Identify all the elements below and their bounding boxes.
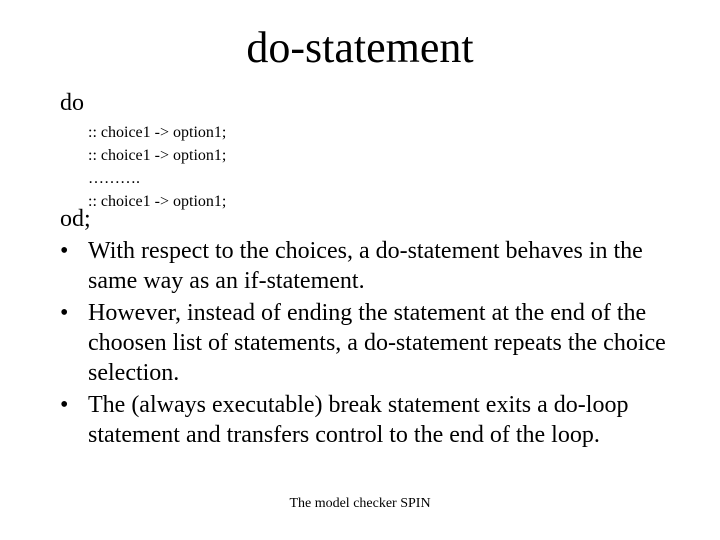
od-keyword: od; bbox=[60, 206, 91, 232]
bullet-icon: • bbox=[60, 300, 69, 326]
bullet-text: With respect to the choices, a do-statement behaves in the same way as an if-statement. bbox=[88, 238, 643, 294]
code-line: :: choice1 -> option1; bbox=[88, 193, 227, 210]
code-line: :: choice1 -> option1; bbox=[88, 124, 227, 141]
slide-title: do-statement bbox=[246, 23, 474, 72]
code-ellipsis-line: ………. bbox=[88, 170, 140, 187]
bullet-item bbox=[60, 390, 680, 450]
bullet-list bbox=[60, 236, 680, 452]
bullet-text: The (always executable) break statement exits a do-loop statement and transfers control to the end of the loop. bbox=[88, 392, 629, 448]
bullet-icon: • bbox=[60, 392, 69, 418]
bullet-item bbox=[60, 236, 680, 296]
bullet-item bbox=[60, 298, 680, 388]
code-line: :: choice1 -> option1; bbox=[88, 147, 227, 164]
slide-footer: The model checker SPIN bbox=[289, 496, 431, 511]
code-block bbox=[88, 121, 226, 213]
bullet-icon: • bbox=[60, 238, 69, 264]
do-keyword: do bbox=[60, 90, 84, 116]
bullet-text: However, instead of ending the statement at the end of the choosen list of statements, a do-statement repeats the choice selection. bbox=[88, 300, 666, 386]
